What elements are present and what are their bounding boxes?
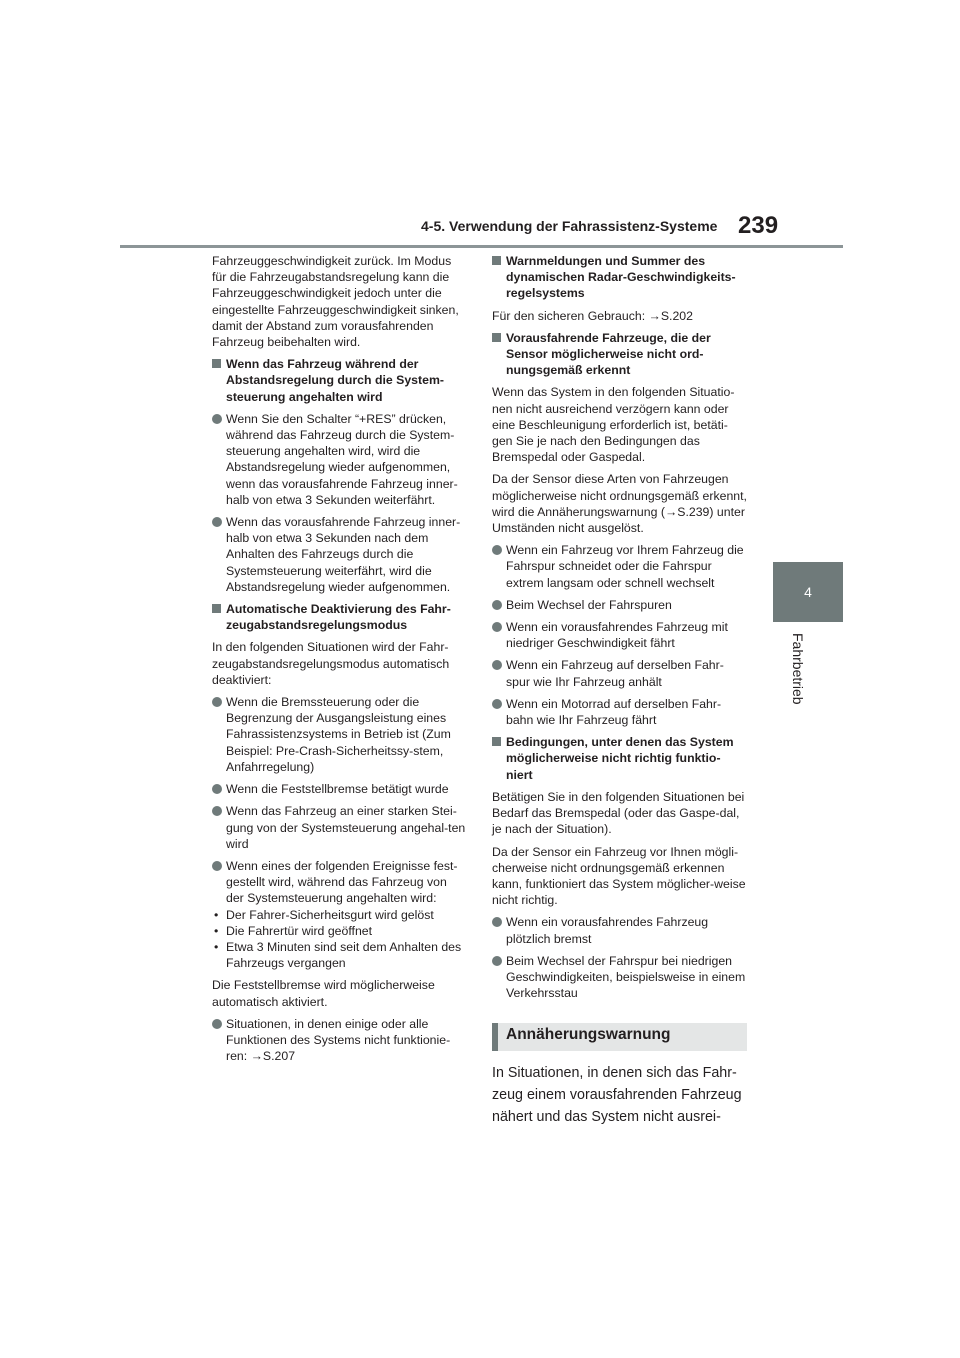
bullet-item: Wenn ein Fahrzeug auf derselben Fahr-spur wie Ihr Fahrzeug anhält bbox=[492, 657, 747, 689]
bullet-item: Wenn die Bremssteuerung oder die Begrenzung der Ausgangsleistung eines Fahrassistenzsystems in Betrieb ist (Zum Beispiel: Pre-Crash-Sicherheitssy-stem, Anfahrregelung) bbox=[212, 694, 467, 775]
bullet-item: Beim Wechsel der Fahrspuren bbox=[492, 597, 747, 613]
paragraph: In den folgenden Situationen wird der Fahr-zeugabstandsregelungsmodus automatisch deaktiviert: bbox=[212, 640, 450, 687]
bullet-item: Wenn die Feststellbremse betätigt wurde bbox=[212, 781, 467, 797]
page-number: 239 bbox=[738, 212, 779, 239]
header-divider bbox=[120, 245, 843, 248]
subheading: Warnmeldungen und Summer des dynamischen Radar-Geschwindigkeits-regelsystems bbox=[492, 253, 747, 302]
sub-list-item: • Die Fahrertür wird geöffnet bbox=[212, 923, 467, 939]
bullet-item: Wenn eines der folgenden Ereignisse fest-gestellt wird, während das Fahrzeug von der Systemsteuerung angehalten wird: bbox=[212, 858, 467, 907]
chapter-title: 4-5. Verwendung der Fahrassistenz-Systeme bbox=[421, 218, 718, 234]
bullet-item: Beim Wechsel der Fahrspur bei niedrigen Geschwindigkeiten, beispielsweise in einem Verkehrsstau bbox=[492, 953, 747, 1002]
paragraph: Wenn das System in den folgenden Situatio-nen nicht ausreichend verzögern kann oder eine Beschleunigung erforderlich ist, betäti-gen Sie je nach den Bedingungen das Bremspedal oder Gaspedal. bbox=[492, 385, 735, 465]
bullet-item: Situationen, in denen einige oder alle Funktionen des Systems nicht funktionie-ren: →S.207 bbox=[212, 1016, 467, 1065]
bullet-item: Wenn das vorausfahrende Fahrzeug inner-halb von etwa 3 Sekunden nach dem Anhalten des Fahrzeugs durch die Systemsteuerung weiterfährt, wird die Abstandsregelung wieder aufgenommen. bbox=[212, 514, 467, 595]
chapter-tab-number: 4 bbox=[804, 584, 812, 600]
subheading: Automatische Deaktivierung des Fahr-zeugabstandsregelungsmodus bbox=[212, 601, 467, 633]
bullet-item: Wenn das Fahrzeug an einer starken Stei-gung von der Systemsteuerung angehal-ten wird bbox=[212, 803, 467, 852]
bullet-item: Wenn ein vorausfahrendes Fahrzeug plötzlich bremst bbox=[492, 914, 747, 946]
subheading: Bedingungen, unter denen das System möglicherweise nicht richtig funktio-niert bbox=[492, 734, 747, 783]
section-header bbox=[492, 1023, 747, 1051]
bullet-item: Wenn Sie den Schalter “+RES” drücken, während das Fahrzeug durch die System-steuerung angehalten wird, wird die Abstandsregelung wieder aufgenommen, wenn das vorausfahrende Fahrzeug inner-halb von etwa 3 Sekunden weiterfährt. bbox=[212, 411, 467, 508]
paragraph: Betätigen Sie in den folgenden Situationen bei Bedarf das Bremspedal (oder das Gaspe-dal, je nach der Situation). bbox=[492, 789, 745, 837]
chapter-side-label-text: Fahrbetrieb bbox=[790, 633, 806, 705]
paragraph: Für den sicheren Gebrauch: →S.202 bbox=[492, 308, 693, 323]
sub-list-item: • Der Fahrer-Sicherheitsgurt wird gelöst bbox=[212, 907, 467, 923]
left-column bbox=[212, 253, 467, 1070]
sub-list-item: • Etwa 3 Minuten sind seit dem Anhalten des Fahrzeugs vergangen bbox=[212, 939, 467, 971]
right-column bbox=[492, 253, 747, 1129]
subheading: Wenn das Fahrzeug während der Abstandsregelung durch die System-steuerung angehalten wird bbox=[212, 356, 467, 405]
paragraph: Da der Sensor ein Fahrzeug vor Ihnen mögli-cherweise nicht ordnungsgemäß erkennen kann, funktioniert das System möglicher-weise nicht richtig. bbox=[492, 844, 746, 908]
bullet-item: Wenn ein Fahrzeug vor Ihrem Fahrzeug die Fahrspur schneidet oder die Fahrspur extrem langsam oder schnell wechselt bbox=[492, 542, 747, 591]
section-title: Annäherungswarnung bbox=[506, 1026, 671, 1044]
chapter-side-label bbox=[775, 633, 815, 710]
subheading: Vorausfahrende Fahrzeuge, die der Sensor möglicherweise nicht ord-nungsgemäß erkennt bbox=[492, 330, 747, 379]
paragraph: Fahrzeuggeschwindigkeit zurück. Im Modus für die Fahrzeugabstandsregelung kann die Fahrzeuggeschwindigkeit jedoch unter die eingestellte Fahrzeuggeschwindigkeit sinken, damit der Abstand zum vorausfahrenden Fahrzeug beibehalten wird. bbox=[212, 254, 459, 350]
bullet-item: Wenn ein vorausfahrendes Fahrzeug mit niedriger Geschwindigkeit fährt bbox=[492, 619, 747, 651]
chapter-tab bbox=[773, 562, 843, 622]
paragraph: Da der Sensor diese Arten von Fahrzeugen möglicherweise nicht ordnungsgemäß erkennt, wird die Annäherungswarnung (→S.239) unter Umständen nicht ausgelöst. bbox=[492, 472, 747, 536]
bullet-item: Wenn ein Motorrad auf derselben Fahr-bahn wie Ihr Fahrzeug fährt bbox=[492, 696, 747, 728]
intro-paragraph: In Situationen, in denen sich das Fahr-zeug einem vorausfahrenden Fahrzeug nähert und das System nicht ausrei- bbox=[492, 1065, 742, 1125]
sub-list bbox=[212, 907, 467, 972]
paragraph: Die Feststellbremse wird möglicherweise automatisch aktiviert. bbox=[212, 978, 435, 1009]
